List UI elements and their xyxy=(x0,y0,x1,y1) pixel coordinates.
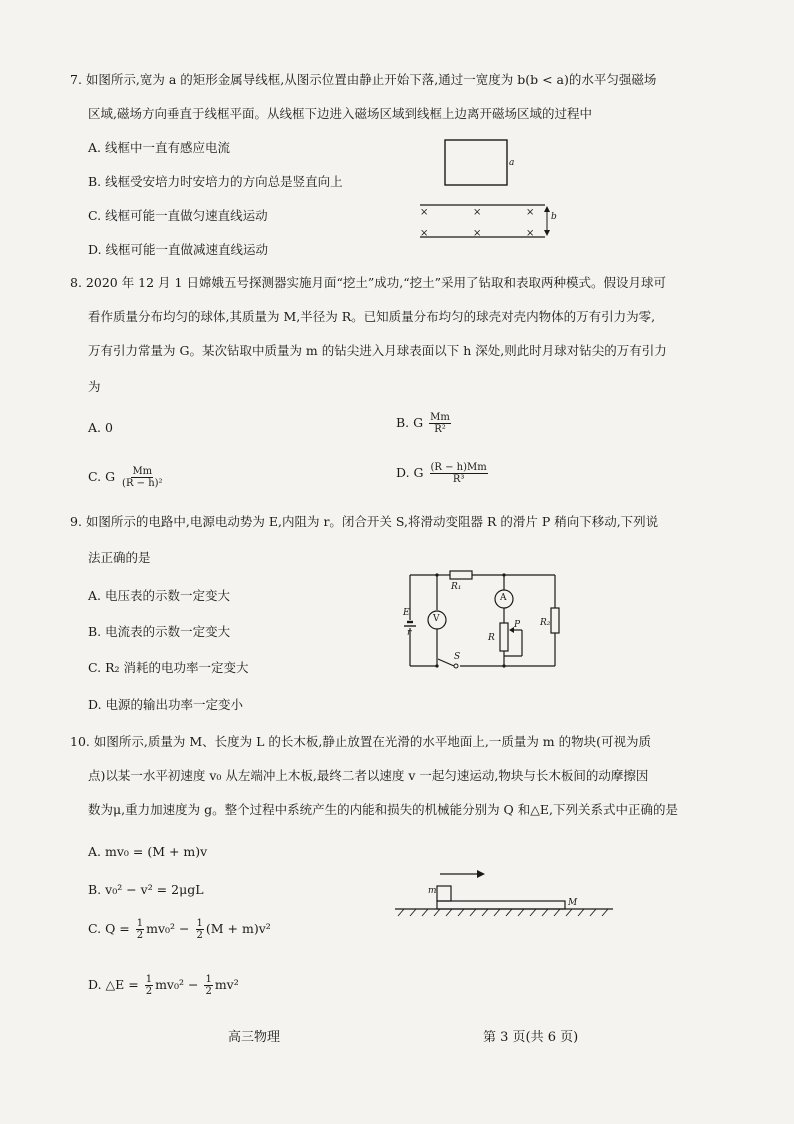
q9-label-s: S xyxy=(454,652,461,662)
q8-option-a: A. 0 xyxy=(88,420,113,435)
switch-lever xyxy=(438,659,454,666)
svg-text:×: × xyxy=(526,207,535,218)
q9-line-1: 9. 如图所示的电路中,电源电动势为 E,内阻为 r。闭合开关 S,将滑动变阻器 R 的滑片 P 稍向下移动,下列说 xyxy=(70,514,659,529)
q9-label-r1: R₁ xyxy=(451,582,462,592)
q7-label-b: b xyxy=(551,212,557,222)
q9-option-c: C. R₂ 消耗的电功率一定变大 xyxy=(88,660,249,675)
q9-label-p: P xyxy=(514,620,521,630)
q9-circuit-figure xyxy=(400,568,580,678)
footer-subject: 高三物理 xyxy=(228,1030,281,1045)
svg-text:×: × xyxy=(473,207,482,218)
q9-option-d: D. 电源的输出功率一定变小 xyxy=(88,697,244,712)
svg-text:×: × xyxy=(420,228,429,239)
q10-option-c: C. Q = $\frac{1}{2}$ mv₀² − $\frac{1}{2}$ (M + m)v² xyxy=(88,918,271,941)
q10-line-1: 10. 如图所示,质量为 M、长度为 L 的长木板,静止放置在光滑的水平地面上,一质量为 m 的物块(可视为质 xyxy=(70,734,651,749)
q9-label-ammeter: A xyxy=(500,593,507,603)
q10-label-M: M xyxy=(568,898,578,908)
svg-text:×: × xyxy=(420,207,429,218)
q7-option-a: A. 线框中一直有感应电流 xyxy=(88,140,230,155)
q10-figure xyxy=(395,868,625,928)
q9-line-2: 法正确的是 xyxy=(88,550,151,565)
q7-line-1: 7. 如图所示,宽为 a 的矩形金属导线框,从图示位置由静止开始下落,通过一宽度为 b(b < a)的水平匀强磁场 xyxy=(70,72,657,87)
q10-line-2: 点)以某一水平初速度 v₀ 从左端冲上木板,最终二者以速度 v 一起匀速运动,物块与长木板间的动摩擦因 xyxy=(88,768,649,783)
svg-text:×: × xyxy=(526,228,535,239)
q8-line-1: 8. 2020 年 12 月 1 日嫦娥五号探测器实施月面“挖土”成功,“挖土”采用了钻取和表取两种模式。假设月球可 xyxy=(70,275,666,290)
rheostat xyxy=(500,623,508,651)
field-cross-marks xyxy=(420,207,534,239)
q7-option-b: B. 线框受安培力时安培力的方向总是竖直向上 xyxy=(88,174,343,189)
q10-option-b: B. v₀² − v² = 2μgL xyxy=(88,882,204,897)
resistor-r1 xyxy=(450,571,472,579)
q8-line-2: 看作质量分布均匀的球体,其质量为 M,半径为 R。已知质量分布均匀的球壳对壳内物体的万有引力为零, xyxy=(88,309,656,324)
q9-label-e: E xyxy=(403,608,410,618)
resistor-r2 xyxy=(551,608,559,633)
q10-option-d: D. △E = $\frac{1}{2}$ mv₀² − $\frac{1}{2}$ mv² xyxy=(88,974,239,997)
q10-option-a: A. mv₀ = (M + m)v xyxy=(88,844,208,859)
q8-line-4: 为 xyxy=(88,379,101,394)
q7-label-a: a xyxy=(509,158,515,168)
q7-option-c: C. 线框可能一直做匀速直线运动 xyxy=(88,208,268,223)
q9-label-voltmeter: V xyxy=(433,614,440,624)
q8-option-c: C. G $\frac{Mm}{\text{(R − h)²}}$ xyxy=(88,466,163,489)
q8-option-b: B. G $\frac{Mm}{\text{R²}}$ xyxy=(396,412,450,435)
q10-label-m: m xyxy=(428,886,437,896)
block-m xyxy=(437,886,451,901)
q9-label-r: r xyxy=(407,628,412,638)
q9-option-b: B. 电流表的示数一定变大 xyxy=(88,624,231,639)
svg-text:×: × xyxy=(473,228,482,239)
q9-option-a: A. 电压表的示数一定变大 xyxy=(88,588,230,603)
q9-label-r2: R₂ xyxy=(540,618,551,628)
switch-contact xyxy=(454,664,458,668)
q8-line-3: 万有引力常量为 G。某次钻取中质量为 m 的钻尖进入月球表面以下 h 深处,则此时月球对钻尖的万有引力 xyxy=(88,343,667,358)
q7-figure xyxy=(410,135,570,245)
q7-line-2: 区域,磁场方向垂直于线框平面。从线框下边进入磁场区域到线框上边离开磁场区域的过程中 xyxy=(88,106,592,121)
q7-option-d: D. 线框可能一直做减速直线运动 xyxy=(88,242,269,257)
q10-line-3: 数为μ,重力加速度为 g。整个过程中系统产生的内能和损失的机械能分别为 Q 和△E,下列关系式中正确的是 xyxy=(88,802,678,817)
q9-label-rheostat: R xyxy=(488,633,495,643)
ground-hatching xyxy=(398,909,608,916)
q8-option-d: D. G $\frac{(R - h)Mm}{\text{R³}}$ xyxy=(396,462,487,485)
footer-page-number: 第 3 页(共 6 页) xyxy=(483,1030,579,1045)
board-M xyxy=(437,901,565,909)
wire-frame xyxy=(445,140,507,185)
